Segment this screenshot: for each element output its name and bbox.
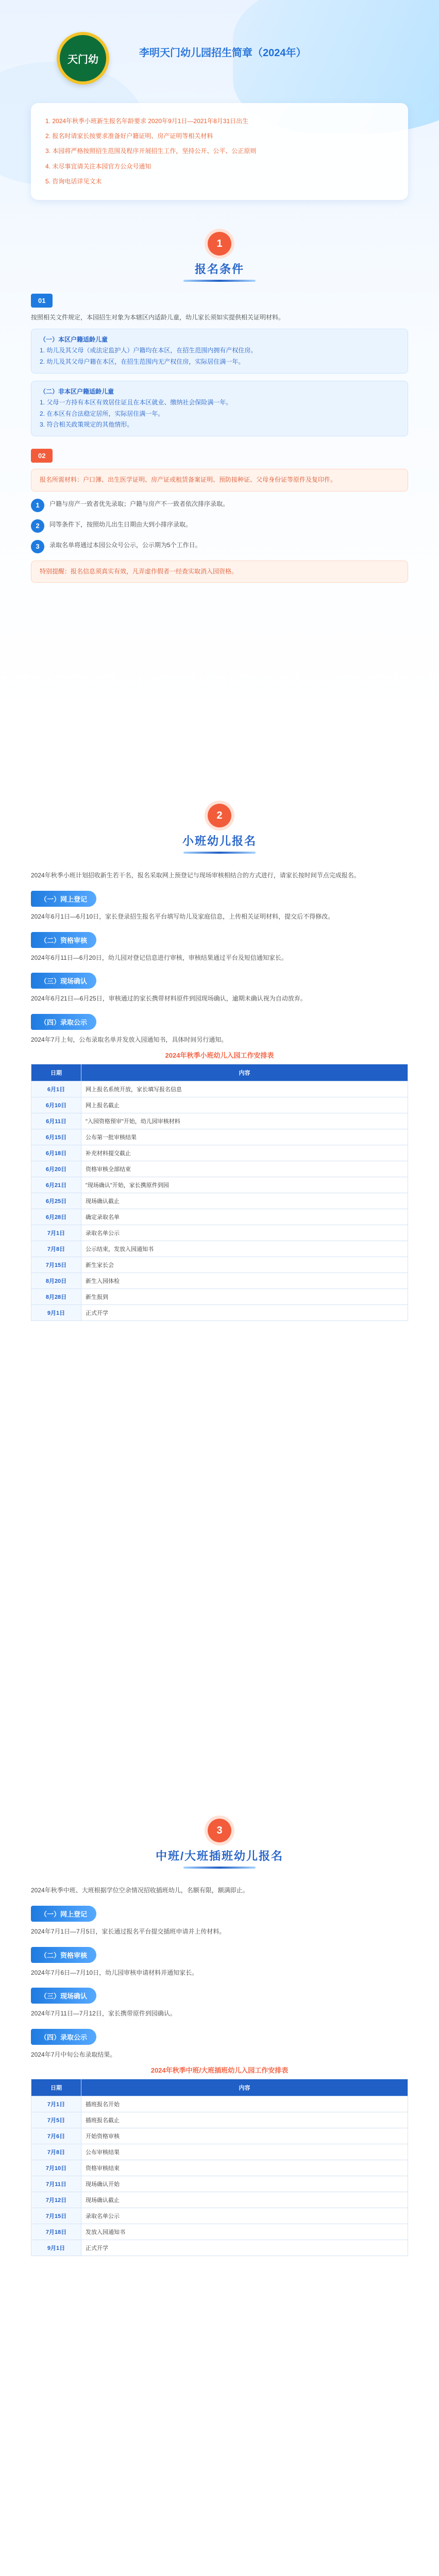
table-row — [31, 1129, 408, 1145]
date-cell: 7月10日 — [31, 2160, 81, 2176]
notice-line: 1. 2024年秋季小班新生报名年龄要求 2020年9月1日—2021年8月31日出生 — [45, 117, 249, 125]
table-row — [31, 2176, 408, 2192]
section-badge: 2 — [208, 804, 231, 827]
content-cell: 补充材料提交截止 — [81, 1145, 408, 1161]
date-cell: 7月1日 — [31, 1225, 81, 1241]
date-cell: 6月10日 — [31, 1097, 81, 1113]
section-badge: 3 — [208, 1819, 231, 1842]
table-row — [31, 1225, 408, 1241]
condition-tag: 01 — [31, 294, 53, 308]
table-row — [31, 2208, 408, 2224]
content-cell: 公布审核结果 — [81, 2144, 408, 2160]
item-text: 录取名单将通过本园公众号公示，公示期为5个工作日。 — [49, 541, 201, 549]
stage-item — [31, 886, 408, 923]
table-row — [31, 2240, 408, 2256]
stage-item — [31, 1901, 408, 1938]
condition-box-title: （二）非本区户籍适龄儿童 — [40, 387, 114, 395]
stage-text: 2024年7月1日—7月5日，家长通过报名平台提交插班申请并上传材料。 — [31, 1927, 226, 1935]
content-cell: 网上报名截止 — [81, 1097, 408, 1113]
table-row — [31, 1273, 408, 1289]
stage-item — [31, 1982, 408, 2020]
content-cell: 录取名单公示 — [81, 1225, 408, 1241]
section-heading — [0, 804, 439, 854]
table-row — [31, 1209, 408, 1225]
section-heading — [0, 1819, 439, 1869]
stage-text: 2024年7月11日—7月12日，家长携带原件到园确认。 — [31, 2010, 176, 2018]
stage-label: （二）资格审核 — [31, 932, 96, 948]
date-cell: 7月8日 — [31, 1241, 81, 1257]
content-cell: 资格审核全部结束 — [81, 1161, 408, 1177]
list-item — [31, 540, 408, 553]
stage-text: 2024年7月上旬，公布录取名单并发放入园通知书，具体时间另行通知。 — [31, 1036, 228, 1044]
table-row — [31, 1177, 408, 1193]
date-cell: 6月1日 — [31, 1081, 81, 1097]
condition-line: 2. 在本区有合法稳定居所，实际居住满一年。 — [40, 410, 164, 417]
conditions-intro: 按照相关文件规定，本园招生对象为本辖区内适龄儿童，幼儿家长须如实提供相关证明材料。 — [31, 314, 285, 321]
notice-box — [31, 103, 408, 200]
date-cell: 9月1日 — [31, 1304, 81, 1320]
date-cell: 7月18日 — [31, 2224, 81, 2240]
notice-line: 5. 咨询电话详见文末 — [45, 177, 102, 185]
item-number-icon: 2 — [31, 519, 44, 533]
table-row — [31, 1289, 408, 1304]
content-cell: 新生报到 — [81, 1289, 408, 1304]
schedule-table — [31, 1064, 408, 1321]
notice-line: 4. 未尽事宜请关注本园官方公众号通知 — [45, 162, 151, 170]
content-cell: 新生入园体检 — [81, 1273, 408, 1289]
transfer-intro: 2024年秋季中班、大班根据学位空余情况招收插班幼儿，名额有限，额满即止。 — [31, 1887, 249, 1894]
table-row — [31, 1113, 408, 1129]
materials-notice: 报名所需材料：户口簿、出生医学证明、房产证或租赁备案证明、预防接种证、父母身份证等原件及复印件。 — [31, 469, 408, 492]
content-cell: 开始资格审核 — [81, 2128, 408, 2144]
small-class-block — [31, 866, 408, 1321]
conditions-block — [31, 294, 408, 583]
date-cell: 7月12日 — [31, 2192, 81, 2208]
table-row — [31, 2224, 408, 2240]
item-number-icon: 3 — [31, 540, 44, 553]
section-underline — [183, 852, 256, 854]
stage-text: 2024年7月6日—7月10日，幼儿园审核申请材料并通知家长。 — [31, 1969, 198, 1976]
item-text: 同等条件下，按照幼儿出生日期由大到小排序录取。 — [49, 520, 192, 528]
table-header-cell: 内容 — [81, 2079, 408, 2096]
table-row — [31, 2096, 408, 2112]
table-row — [31, 2144, 408, 2160]
content-cell: 资格审核结束 — [81, 2160, 408, 2176]
table-header-cell: 内容 — [81, 1064, 408, 1081]
content-cell: 插班报名开始 — [81, 2096, 408, 2112]
table-row — [31, 1304, 408, 1320]
date-cell: 6月21日 — [31, 1177, 81, 1193]
transfer-class-block — [31, 1880, 408, 2256]
table-row — [31, 1193, 408, 1209]
stage-item — [31, 968, 408, 1005]
section-title: 中班/大班插班幼儿报名 — [155, 1850, 284, 1862]
date-cell: 7月1日 — [31, 2096, 81, 2112]
page-title: 李明天门幼儿园招生简章（2024年） — [139, 47, 307, 59]
content-cell: 正式开学 — [81, 1304, 408, 1320]
hero-banner — [0, 0, 439, 222]
date-cell: 9月1日 — [31, 2240, 81, 2256]
table-row — [31, 1257, 408, 1273]
content-cell: 公布第一批审核结果 — [81, 1129, 408, 1145]
content-cell: 发放入园通知书 — [81, 2224, 408, 2240]
item-number-icon: 1 — [31, 499, 44, 512]
stage-item — [31, 1942, 408, 1979]
content-cell: 确定录取名单 — [81, 1209, 408, 1225]
section-badge: 1 — [208, 232, 231, 256]
stage-text: 2024年6月1日—6月10日，家长登录招生报名平台填写幼儿及家庭信息，上传相关证明材料，提交后不得修改。 — [31, 912, 334, 920]
section-underline — [183, 280, 256, 282]
condition-tag: 02 — [31, 449, 53, 463]
condition-box — [31, 329, 408, 374]
stage-text: 2024年6月11日—6月20日，幼儿园对登记信息进行审核，审核结果通过平台及短信通知家长。 — [31, 954, 288, 961]
item-text: 户籍与房产一致者优先录取；户籍与房产不一致者依次排序录取。 — [49, 500, 229, 507]
date-cell: 7月5日 — [31, 2112, 81, 2128]
list-item — [31, 519, 408, 533]
kindergarten-logo: 天门幼 — [57, 32, 109, 84]
content-cell: "现场确认"开始，家长携原件到园 — [81, 1177, 408, 1193]
condition-box-title: （一）本区户籍适龄儿童 — [40, 335, 108, 343]
condition-line: 3. 符合相关政策规定的其他情形。 — [40, 421, 133, 429]
table-title: 2024年秋季小班幼儿入园工作安排表 — [165, 1051, 274, 1059]
content-cell: 现场确认截止 — [81, 1193, 408, 1209]
date-cell: 7月8日 — [31, 2144, 81, 2160]
table-row — [31, 1241, 408, 1257]
stage-item — [31, 1009, 408, 1046]
table-row — [31, 1097, 408, 1113]
list-item — [31, 499, 408, 512]
condition-line: 1. 父母一方持有本区有效居住证且在本区就业、缴纳社会保险满一年。 — [40, 399, 232, 406]
stage-item — [31, 2024, 408, 2061]
section-heading — [0, 232, 439, 282]
table-row — [31, 2128, 408, 2144]
section-title: 报名条件 — [194, 263, 244, 276]
warning-box: 特别提醒：报名信息须真实有效，凡弄虚作假者一经查实取消入园资格。 — [31, 561, 408, 583]
date-cell: 6月11日 — [31, 1113, 81, 1129]
stage-text: 2024年6月21日—6月25日，审核通过的家长携带材料原件到园现场确认，逾期未确认视为自动放弃。 — [31, 995, 307, 1003]
stage-label: （三）现场确认 — [31, 1988, 96, 2004]
condition-box — [31, 381, 408, 436]
section-underline — [183, 1867, 256, 1869]
date-cell: 6月20日 — [31, 1161, 81, 1177]
small-class-intro: 2024年秋季小班计划招收新生若干名，报名采取网上预登记与现场审核相结合的方式进行，请家长按时间节点完成报名。 — [31, 872, 360, 879]
table-header-cell: 日期 — [31, 1064, 81, 1081]
date-cell: 6月25日 — [31, 1193, 81, 1209]
content-cell: 新生家长会 — [81, 1257, 408, 1273]
table-row — [31, 2192, 408, 2208]
condition-line: 1. 幼儿及其父母（或法定监护人）户籍均在本区，在招生范围内拥有产权住房。 — [40, 347, 257, 354]
stage-label: （二）资格审核 — [31, 1947, 96, 1963]
table-row — [31, 1145, 408, 1161]
table-row — [31, 1081, 408, 1097]
date-cell: 6月18日 — [31, 1145, 81, 1161]
table-title: 2024年秋季中班/大班插班幼儿入园工作安排表 — [150, 2066, 289, 2074]
content-cell: 公示结束，发放入园通知书 — [81, 1241, 408, 1257]
stage-label: （四）录取公示 — [31, 2029, 96, 2045]
table-row — [31, 1161, 408, 1177]
stage-item — [31, 927, 408, 964]
content-cell: 现场确认开始 — [81, 2176, 408, 2192]
date-cell: 7月11日 — [31, 2176, 81, 2192]
table-row — [31, 2112, 408, 2128]
stage-label: （四）录取公示 — [31, 1014, 96, 1030]
date-cell: 8月28日 — [31, 1289, 81, 1304]
stage-label: （一）网上登记 — [31, 1906, 96, 1922]
date-cell: 6月28日 — [31, 1209, 81, 1225]
stage-text: 2024年7月中旬公布录取结果。 — [31, 2051, 116, 2059]
condition-line: 2. 幼儿及其父母户籍在本区，在招生范围内无产权住房，实际居住满一年。 — [40, 358, 245, 365]
content-cell: 插班报名截止 — [81, 2112, 408, 2128]
schedule-table — [31, 2079, 408, 2256]
stage-label: （三）现场确认 — [31, 973, 96, 989]
content-cell: 正式开学 — [81, 2240, 408, 2256]
content-cell: 网上报名系统开放，家长填写报名信息 — [81, 1081, 408, 1097]
content-cell: "入园资格预审"开始，幼儿园审核材料 — [81, 1113, 408, 1129]
date-cell: 7月15日 — [31, 1257, 81, 1273]
stage-label: （一）网上登记 — [31, 891, 96, 907]
content-cell: 录取名单公示 — [81, 2208, 408, 2224]
date-cell: 6月15日 — [31, 1129, 81, 1145]
date-cell: 7月15日 — [31, 2208, 81, 2224]
date-cell: 8月20日 — [31, 1273, 81, 1289]
table-header-cell: 日期 — [31, 2079, 81, 2096]
notice-line: 2. 报名时请家长按要求准备好户籍证明、房产证明等相关材料 — [45, 132, 213, 140]
section-title: 小班幼儿报名 — [182, 835, 257, 848]
date-cell: 7月6日 — [31, 2128, 81, 2144]
table-row — [31, 2160, 408, 2176]
notice-line: 3. 本园将严格按照招生范围及程序开展招生工作，坚持公开、公平、公正原则 — [45, 147, 257, 155]
content-cell: 现场确认截止 — [81, 2192, 408, 2208]
